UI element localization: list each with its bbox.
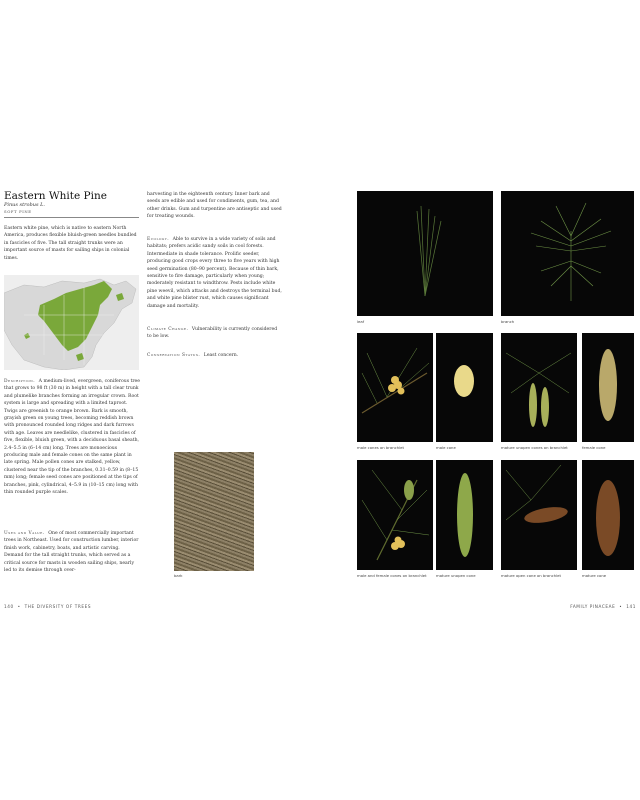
description-text: A medium-lived, evergreen, coniferous tree that grows to 98 ft (30 m) in height with a tall clear trunk and plumelike branches forming an irregular crown. Root system is large and spreading with a limited taproot. Twigs are greenish to orange brown. Bark is smooth, grayish green on young trees, becoming reddish brown with pronounced rounded long ridges and dark furrows with age. Leaves are needlelike, clustered in fascicles of five, flexible, bluish green, with a deciduous basal sheath, 2.4–5.5 in (6–14 cm) long. Trees are monoecious producing male and female cones on the same plant in late spring. Male pollen cones are stalked, yellow, clustered near the tip of the branches, 0.31–0.59 in (8–15 mm) long; female seed cones are positioned at the tips of branches, pink, cylindrical, 4–5.9 in (10–15 cm) long with thin rounded purple scales. xyxy=(4,379,140,496)
caption-mature-unopen-cone: mature unopen cone xyxy=(436,573,476,578)
photo-mature-open-branchlet xyxy=(501,460,577,570)
title-rule xyxy=(4,217,139,218)
caption-mature-cone: mature cone xyxy=(582,573,607,578)
description-paragraph xyxy=(4,378,140,497)
species-title: Eastern White Pine xyxy=(4,190,107,202)
conservation-paragraph xyxy=(147,352,282,359)
caption-leaf: leaf xyxy=(357,319,365,324)
caption-male-female-branchlet: male and female cones on branchlet xyxy=(357,573,427,578)
footer-left-title: THE DIVERSITY OF TREES xyxy=(24,604,92,609)
description-label: Description. xyxy=(4,379,36,384)
photo-mature-unopen-branchlet xyxy=(501,333,577,442)
caption-branch: branch xyxy=(501,319,515,324)
conservation-text: Least concern. xyxy=(203,353,239,358)
common-name: SOFT PINE xyxy=(4,209,32,214)
caption-mature-open-branchlet: mature open cone on branchlet xyxy=(501,573,561,578)
latin-name: Pinus strobus L. xyxy=(4,202,46,208)
range-map-svg xyxy=(4,275,139,370)
footer-right-page: 141 xyxy=(626,604,636,609)
ecology-text: Able to survive in a wide variety of soils and habitats; prefers acidic sandy soils in cool forests. Intermediate in shade tolerance. Prolific seeder, producing good crops every three to five years with high seed germination (80–90 percent). Because of thin bark, sensitive to fire damage, particularly when young; moderately resistant to windthrow. Pests include white pine weevil, which attacks and destroys the terminal bud, and white pine blister rust, which causes significant damage and mortality. xyxy=(147,237,282,309)
footer-left-page: 140 xyxy=(4,604,14,609)
caption-male-cone: male cone xyxy=(436,445,456,450)
needles-drawing xyxy=(417,206,441,296)
ecology-label: Ecology. xyxy=(147,237,170,242)
footer-bullet: • xyxy=(619,604,623,609)
conservation-label: Conservation Status. xyxy=(147,353,201,358)
climate-paragraph xyxy=(147,326,282,341)
bark-photo xyxy=(174,452,254,571)
photo-leaf xyxy=(357,191,493,316)
photo-male-female-branchlet xyxy=(357,460,433,570)
climate-label: Climate Change. xyxy=(147,327,189,332)
green-cones xyxy=(529,383,549,427)
photo-mature-cone xyxy=(582,460,634,570)
caption-female-cone: female cone xyxy=(582,445,606,450)
photo-male-cone xyxy=(436,333,493,442)
footer-right-title: FAMILY PINACEAE xyxy=(570,604,616,609)
caption-mature-unopen-branchlet: mature unopen cones on branchlet xyxy=(501,445,568,450)
footer-bullet: • xyxy=(17,604,21,609)
branch-drawing xyxy=(531,203,611,301)
uses-label: Uses and Value. xyxy=(4,531,45,536)
range-map xyxy=(4,275,139,370)
caption-male-cones-branchlet: male cones on branchlet xyxy=(357,445,404,450)
photo-branch xyxy=(501,191,634,316)
footer-left xyxy=(4,604,91,609)
photo-female-cone xyxy=(582,333,634,442)
ecology-paragraph xyxy=(147,236,282,310)
footer-right xyxy=(570,604,636,609)
climate-text: Vulnerability is currently considered to be low. xyxy=(147,327,278,340)
photo-mature-unopen-cone xyxy=(436,460,493,570)
intro-paragraph: Eastern white pine, which is native to eastern North America, produces flexible bluish-green needles bundled in fascicles of five. The tall straight trunks were an important source of masts for sailing ships in colonial times. xyxy=(4,226,137,261)
caption-bark: bark xyxy=(174,573,183,578)
uses-text: One of most commercially important trees in Northeast. Used for construction lumber, interior finish work, cabinetry, boats, and artistic carving. Demand for the tall straight trunks, which served as a critical source for masts in wooden sailing ships, nearly led to its demise through over- xyxy=(4,531,139,574)
photo-male-cones-branchlet xyxy=(357,333,433,442)
col2-continuation: harvesting in the eighteenth century. Inner bark and seeds are edible and used for condiments, gum, tea, and other drinks. Gum and turpentine are antiseptic and used for treating wounds. xyxy=(147,192,282,220)
uses-paragraph xyxy=(4,530,140,574)
